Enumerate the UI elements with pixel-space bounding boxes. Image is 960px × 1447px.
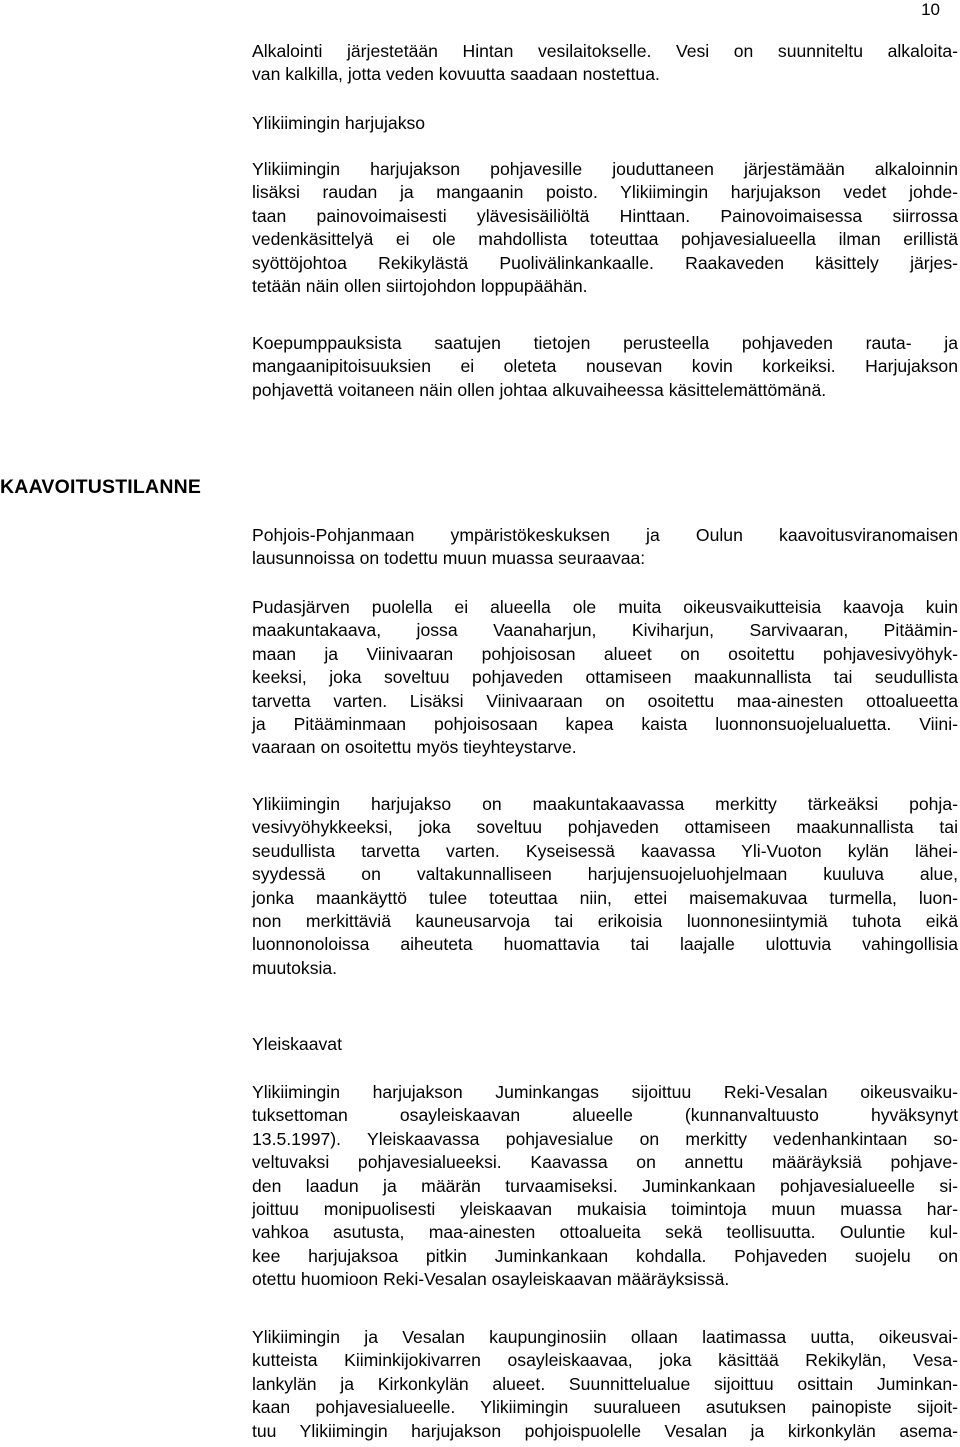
text-line: tetään näin ollen siirtojohdon loppupäähän. (252, 275, 588, 296)
paragraph-maakuntakaava (252, 793, 958, 980)
page-number: 10 (921, 0, 940, 19)
text-line: muutoksia. (252, 957, 338, 978)
text-line: tuksettoman osayleiskaavan alueelle (kunnanvaltuusto hyväksynyt (252, 1105, 958, 1126)
text-line: vahkoa asutusta, maa-ainesten ottoalueita sekä teollisuutta. Ouluntie kul- (252, 1222, 958, 1243)
text-line: Koepumppauksista saatujen tietojen perusteella pohjaveden rauta- ja (252, 333, 958, 353)
text-line: den laadun ja määrän turvaamiseksi. Juminkankaan pohjavesialueelle si- (252, 1175, 958, 1196)
text-line: veltuvaksi pohjavesialueeksi. Kaavassa on annettu määräyksiä pohjave- (252, 1152, 958, 1173)
text-line: vaaraan on osoitettu myös tieyhteystarve. (252, 737, 577, 758)
text-line: 13.5.1997). Yleiskaavassa pohjavesialue on merkitty vedenhankintaan so- (252, 1128, 958, 1149)
paragraph-pudasjarvi (252, 596, 958, 760)
text-line: jonka maankäyttö tulee toteuttaa niin, ettei maisemakuvaa turmella, luon- (252, 887, 958, 908)
text-line: otettu huomioon Reki-Vesalan osayleiskaavan määräyksissä. (252, 1269, 730, 1290)
text-line: lausunnoissa on todettu muun muassa seuraavaa: (252, 548, 646, 569)
intro-paragraph (252, 40, 958, 87)
text-line: Ylikiimingin ja Vesalan kaupunginosiin ollaan laatimassa uutta, oikeusvai- (252, 1327, 958, 1347)
text-line: tuu Ylikiimingin harjujakson pohjoispuolelle Vesalan ja kirkonkylän asema- (252, 1420, 958, 1441)
text-line: maan ja Viinivaaran pohjoisosan alueet on osoitettu pohjavesivyöhyk- (252, 643, 958, 664)
text-line: kutteista Kiiminkijokivarren osayleiskaavaa, joka käsittää Rekikylän, Vesa- (252, 1350, 958, 1371)
text-line: taan painovoimaisesti ylävesisäiliöltä Hinttaan. Painovoimaisessa siirrossa (252, 205, 958, 226)
paragraph-pohjavesi-kasittely (252, 158, 958, 298)
text-line: ja Pitääminmaan pohjoisosaan kapea kaista luonnonsuojelualuetta. Viini- (252, 713, 958, 734)
text-line: Alkalointi järjestetään Hintan vesilaitokselle. Vesi on suunniteltu alkaloita- (252, 41, 958, 61)
text-line: Ylikiimingin harjujakson Juminkangas sijoittuu Reki-Vesalan oikeusvaiku- (252, 1082, 958, 1102)
subheading-yleiskaavat: Yleiskaavat (252, 1034, 342, 1054)
text-line: non merkittäviä kauneusarvoja tai erikoisia luonnonesiintymiä tuhota eikä (252, 910, 958, 931)
text-line: keeksi, joka soveltuu pohjaveden ottamiseen maakunnallista tai seudullista (252, 667, 958, 688)
section-title-kaavoitustilanne: KAAVOITUSTILANNE (0, 476, 202, 498)
text-line: joittuu monipuolisesti yleiskaavan mukaisia toimintoja muun muassa har- (252, 1198, 958, 1219)
text-line: tarvetta varten. Lisäksi Viinivaaraan on osoitettu maa-ainesten ottoalueetta (252, 690, 958, 711)
text-line: kaan pohjavesialueelle. Ylikiimingin suuralueen asutuksen painopiste sijoit- (252, 1397, 958, 1418)
text-line: kee harjujaksoa pitkin Juminkankaan kohdalla. Pohjaveden suojelu on (252, 1245, 958, 1266)
text-line: luonnonoloissa aiheuteta huomattavia tai laajalle ulottuvia vahingollisia (252, 934, 958, 955)
text-line: van kalkilla, jotta veden kovuutta saadaan nostettua. (252, 64, 660, 85)
text-line: Ylikiimingin harjujakson pohjavesille jouduttaneen järjestämään alkaloinnin (252, 159, 958, 179)
paragraph-lausunnot (252, 524, 958, 571)
text-line: lankylän ja Kirkonkylän alueet. Suunnittelualue sijoittuu osittain Juminkan- (252, 1373, 958, 1394)
text-line: Pohjois-Pohjanmaan ympäristökeskuksen ja Oulun kaavoitusviranomaisen (252, 525, 958, 545)
subheading-ylikiiminki: Ylikiimingin harjujakso (252, 113, 426, 133)
text-line: Pudasjärven puolella ei alueella ole muita oikeusvaikutteisia kaavoja kuin (252, 597, 958, 617)
text-line: seudullista tarvetta varten. Kyseisessä kaavassa Yli-Vuoton kylän lähei- (252, 840, 958, 861)
text-line: vesivyöhykkeeksi, joka soveltuu pohjaveden ottamiseen maakunnallista tai (252, 817, 958, 838)
text-line: syydessä on valtakunnalliseen harjujensuojeluohjelmaan kuuluva alue, (252, 864, 958, 885)
text-line: maakuntakaava, jossa Vaanaharjun, Kiviharjun, Sarvivaaran, Pitäämin- (252, 620, 958, 641)
paragraph-koepumppaus (252, 332, 958, 402)
text-line: Ylikiimingin harjujakso on maakuntakaavassa merkitty tärkeäksi pohja- (252, 794, 958, 814)
text-line: vedenkäsittelyä ei ole mahdollista toteuttaa pohjavesialueella ilman erillistä (252, 229, 958, 250)
text-line: syöttöjohtoa Rekikylästä Puolivälinkankaalle. Raakaveden käsittely järjes- (252, 252, 958, 273)
text-line: lisäksi raudan ja mangaanin poisto. Ylikiimingin harjujakson vedet johde- (252, 182, 958, 203)
paragraph-juminkangas (252, 1081, 958, 1292)
paragraph-kiiminkijokivarsi (252, 1326, 958, 1443)
text-line: pohjavettä voitaneen näin ollen johtaa alkuvaiheessa käsittelemättömänä. (252, 379, 827, 400)
text-line: mangaanipitoisuuksien ei oleteta nousevan kovin korkeiksi. Harjujakson (252, 356, 958, 377)
